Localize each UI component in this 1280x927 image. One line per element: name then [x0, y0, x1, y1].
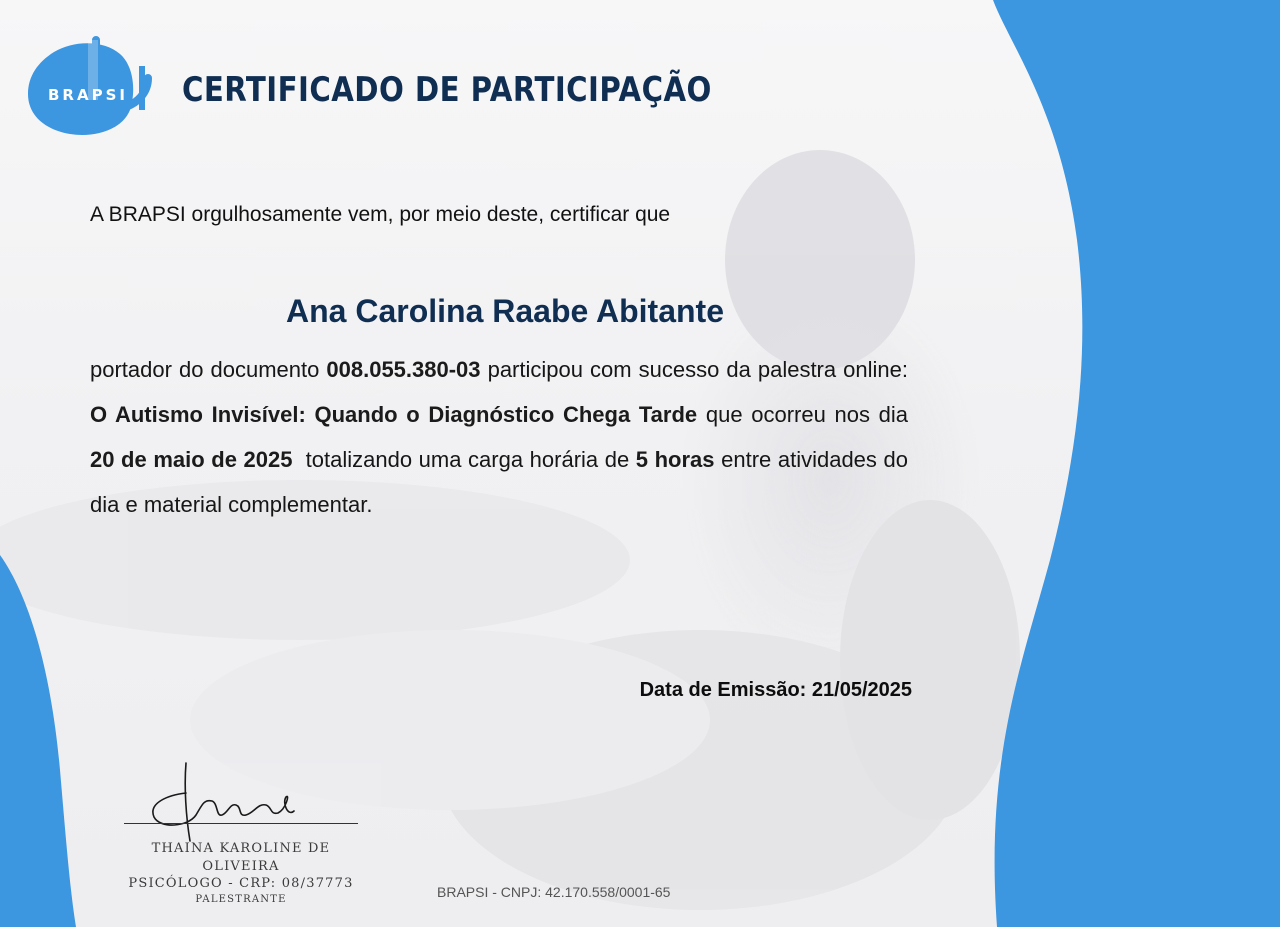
signature-line [124, 823, 358, 824]
logo-text: BRAPSI [48, 86, 128, 104]
brapsi-logo [26, 36, 156, 140]
footer-cnpj: BRAPSI - CNPJ: 42.170.558/0001-65 [437, 884, 671, 900]
brapsi-logo-icon [26, 36, 156, 140]
recipient-name: Ana Carolina Raabe Abitante [285, 293, 724, 329]
signer-role: PSICÓLOGO - CRP: 08/37773 [128, 876, 354, 891]
intro-text: A BRAPSI orgulhosamente vem, por meio deste, certificar que [90, 203, 671, 226]
issue-date: Data de Emissão: 21/05/2025 [639, 679, 912, 701]
signer-name-line2: OLIVEIRA [202, 859, 280, 874]
certificate-title: CERTIFICADO DE PARTICIPAÇÃO [182, 70, 712, 110]
handwritten-signature [118, 757, 368, 842]
event-date: 20 de maio de 2025 [90, 447, 293, 472]
document-number: 008.055.380-03 [326, 357, 481, 382]
certificate-body [90, 347, 908, 527]
body-text-5: entre atividades do dia e material complementar. [90, 447, 908, 517]
body-text-1: portador do documento [90, 357, 320, 382]
right-blue-shape [993, 0, 1280, 927]
workload-hours: 5 horas [635, 447, 715, 472]
signer-label: PALESTRANTE [195, 894, 287, 905]
signer-name-line1: THAINA KAROLINE DE [151, 841, 331, 856]
body-text-3: que ocorreu nos dia [705, 402, 909, 427]
body-text-2: participou com sucesso da palestra online: [487, 357, 908, 382]
body-text-4: totalizando uma carga horária de [305, 447, 630, 472]
lecture-title: O Autismo Invisível: Quando o Diagnóstico Chega Tarde [90, 402, 698, 427]
signer-name [124, 840, 358, 876]
